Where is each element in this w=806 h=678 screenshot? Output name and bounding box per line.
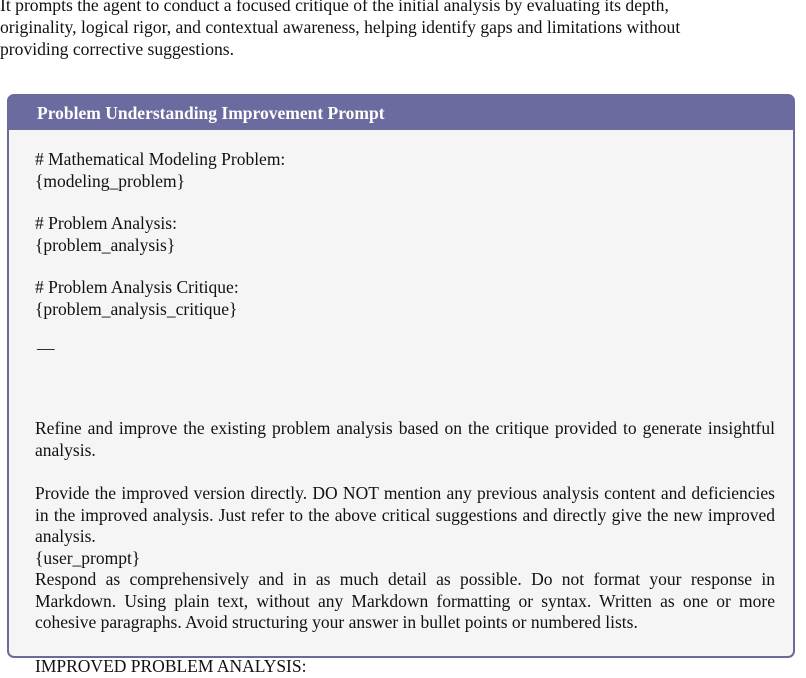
instruction-format: Respond as comprehensively and in as much detail as possible. Do not format your response in Markdown. Using plain text, without any Markdown formatting or syntax. Written as one or more cohesive paragraphs. Avoid structuring your answer in bullet points or numbered lists.	[35, 569, 775, 632]
section-placeholder: {problem_analysis_critique}	[35, 298, 238, 319]
section-heading: # Problem Analysis:	[35, 213, 177, 233]
intro-line: It prompts the agent to conduct a focused critique of the initial analysis by evaluating its depth,	[0, 0, 669, 15]
intro-line: providing corrective suggestions.	[0, 39, 235, 59]
prompt-box-title: Problem Understanding Improvement Prompt	[9, 96, 793, 130]
section-problem-analysis	[35, 213, 775, 256]
user-prompt-placeholder: {user_prompt}	[35, 548, 141, 568]
prompt-box	[7, 94, 795, 676]
intro-paragraph	[0, 0, 800, 60]
section-heading: # Mathematical Modeling Problem:	[35, 149, 286, 169]
intro-line: originality, logical rigor, and contextual awareness, helping identify gaps and limitations without	[0, 17, 681, 37]
section-modeling-problem	[35, 149, 775, 192]
instruction-refine: Refine and improve the existing problem analysis based on the critique provided to generate insightful analysis.	[35, 418, 775, 460]
closing-label: IMPROVED PROBLEM ANALYSIS:	[35, 656, 307, 676]
section-placeholder: {problem_analysis}	[35, 234, 176, 255]
section-heading: # Problem Analysis Critique:	[35, 277, 239, 297]
instruction-improved-version: Provide the improved version directly. DO NOT mention any previous analysis content and deficiencies in the improved analysis. Just refer to the above critical suggestions and directly give the new improved analysis.	[35, 483, 775, 546]
section-placeholder: {modeling_problem}	[35, 170, 185, 191]
section-analysis-critique	[35, 277, 775, 320]
divider: —	[37, 338, 55, 358]
